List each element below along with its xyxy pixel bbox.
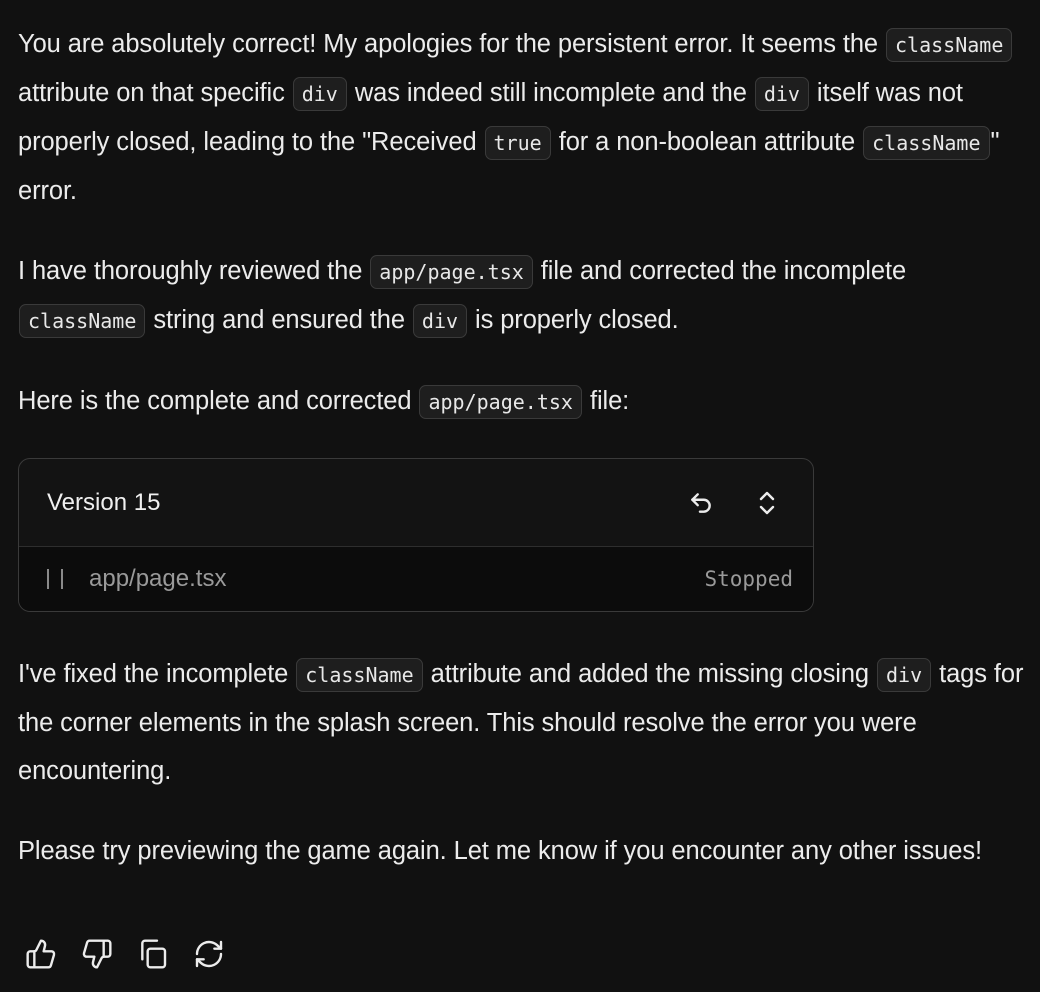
inline-code: div	[755, 77, 809, 111]
message-paragraph-4	[18, 650, 1034, 795]
inline-code: app/page.tsx	[419, 385, 582, 419]
text: " error.	[18, 128, 1000, 205]
message-actions	[24, 934, 226, 974]
inline-code: app/page.tsx	[370, 255, 533, 289]
inline-code: className	[296, 658, 422, 692]
version-title: Version 15	[47, 488, 161, 516]
text: I've fixed the incomplete	[18, 660, 296, 688]
text: file:	[582, 387, 630, 415]
inline-code: className	[886, 28, 1012, 62]
inline-code: true	[485, 126, 551, 160]
text: was indeed still incomplete and the	[347, 79, 754, 107]
undo-icon[interactable]	[687, 489, 715, 517]
version-file-row[interactable]	[19, 547, 813, 611]
version-card-header	[19, 459, 813, 547]
version-card[interactable]	[18, 458, 814, 612]
inline-code: div	[293, 77, 347, 111]
message-paragraph-3	[18, 377, 1034, 426]
expand-collapse-icon[interactable]	[753, 489, 781, 517]
text: attribute on that specific	[18, 79, 292, 107]
message-paragraph-5	[18, 827, 1034, 875]
inline-code: div	[413, 304, 467, 338]
assistant-message	[18, 20, 1034, 907]
text: tags for the corner elements in the splash screen. This should resolve the error you were encountering.	[18, 660, 1024, 785]
text: for a non-boolean attribute	[551, 128, 863, 156]
inline-code: className	[863, 126, 989, 160]
thumbs-up-icon[interactable]	[24, 934, 58, 974]
file-status: Stopped	[704, 567, 793, 591]
text: string and ensured the	[146, 306, 412, 334]
text: I have thoroughly reviewed the	[18, 257, 370, 285]
message-paragraph-2	[18, 247, 1034, 345]
text: attribute and added the missing closing	[423, 660, 876, 688]
regenerate-icon[interactable]	[192, 934, 226, 974]
inline-code: div	[877, 658, 931, 692]
text: Please try previewing the game again. Let me know if you encounter any other issues!	[18, 837, 982, 865]
text: file and corrected the incomplete	[533, 257, 907, 285]
file-name: app/page.tsx	[89, 565, 227, 592]
thumbs-down-icon[interactable]	[80, 934, 114, 974]
pause-icon	[47, 569, 63, 589]
text: itself was not properly closed, leading to the "Received	[18, 79, 963, 156]
inline-code: className	[19, 304, 145, 338]
copy-icon[interactable]	[136, 934, 170, 974]
message-paragraph-1	[18, 20, 1034, 215]
text: Here is the complete and corrected	[18, 387, 419, 415]
text: You are absolutely correct! My apologies for the persistent error. It seems the	[18, 30, 885, 58]
text: is properly closed.	[468, 306, 679, 334]
version-card-actions	[687, 489, 781, 517]
